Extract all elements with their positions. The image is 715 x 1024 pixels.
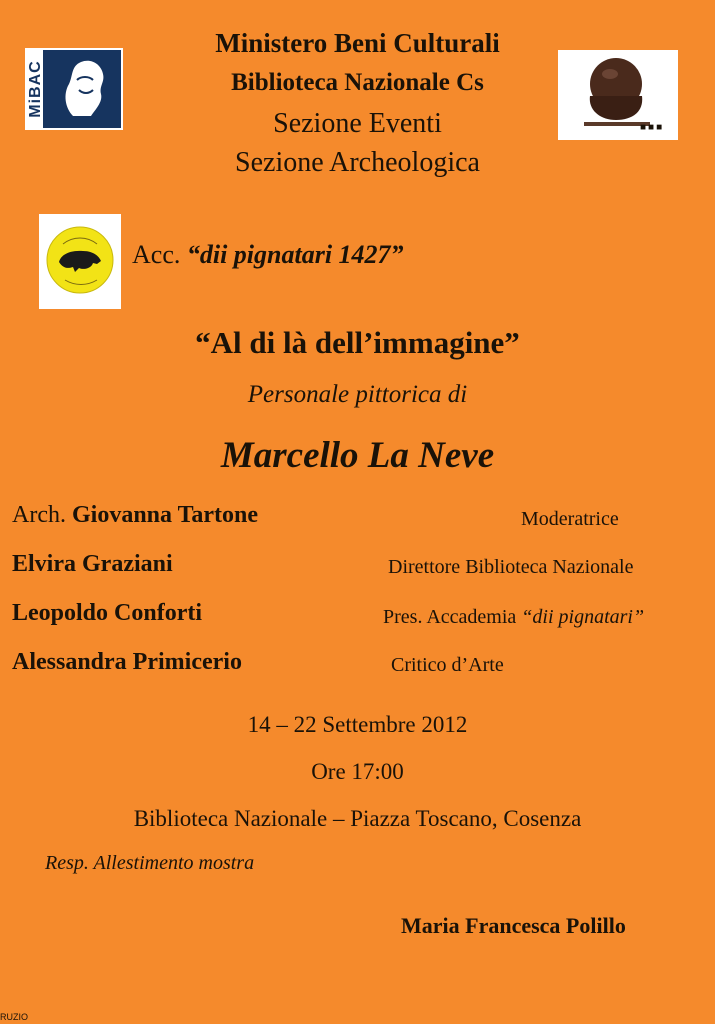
mibac-logo-text: MiBAC [27, 60, 44, 118]
participant-2-role: Direttore Biblioteca Nazionale [388, 556, 634, 578]
participant-2-name: Elvira Graziani [12, 551, 173, 577]
header-library: Biblioteca Nazionale Cs [231, 69, 484, 96]
boar-emblem-icon [39, 214, 121, 309]
event-title: “Al di là dell’immagine” [195, 325, 520, 360]
participant-4-name: Alessandra Primicerio [12, 649, 242, 675]
pottery-logo-marks: ■■■ [640, 122, 665, 133]
event-dates: 14 – 22 Settembre 2012 [247, 712, 468, 737]
participant-name: Giovanna Tartone [71, 502, 259, 528]
header-events-section: Sezione Eventi [273, 108, 442, 139]
participant-prefix: Arch. [12, 502, 72, 528]
header-archaeology-section: Sezione Archeologica [235, 147, 480, 178]
participant-3-name: Leopoldo Conforti [12, 600, 203, 626]
participant-1-role: Moderatrice [521, 508, 619, 530]
exhibition-responsible-label: Resp. Allestimento mostra [45, 852, 255, 874]
academy-logo [39, 214, 121, 309]
participant-3-role-prefix: Pres. Accademia [383, 606, 522, 628]
header-ministry: Ministero Beni Culturali [215, 28, 500, 58]
participant-3-role-academy: “dii pignatari” [521, 606, 645, 628]
pottery-logo [558, 50, 678, 140]
event-subtitle: Personale pittorica di [247, 381, 468, 408]
participant-3-role [383, 606, 644, 629]
event-venue: Biblioteca Nazionale – Piazza Toscano, Cosenza [133, 806, 582, 831]
academy-prefix: Acc. [132, 240, 181, 269]
academy-name: “dii pignatari 1427” [186, 240, 404, 269]
participant-4-role: Critico d’Arte [391, 654, 504, 676]
academy-line [132, 240, 404, 270]
artist-name: Marcello La Neve [220, 435, 495, 476]
printer-mark: RUZIO [0, 1012, 28, 1022]
participant-1 [12, 502, 258, 529]
curator-name: Maria Francesca Polillo [401, 913, 626, 938]
event-time: Ore 17:00 [311, 759, 404, 784]
